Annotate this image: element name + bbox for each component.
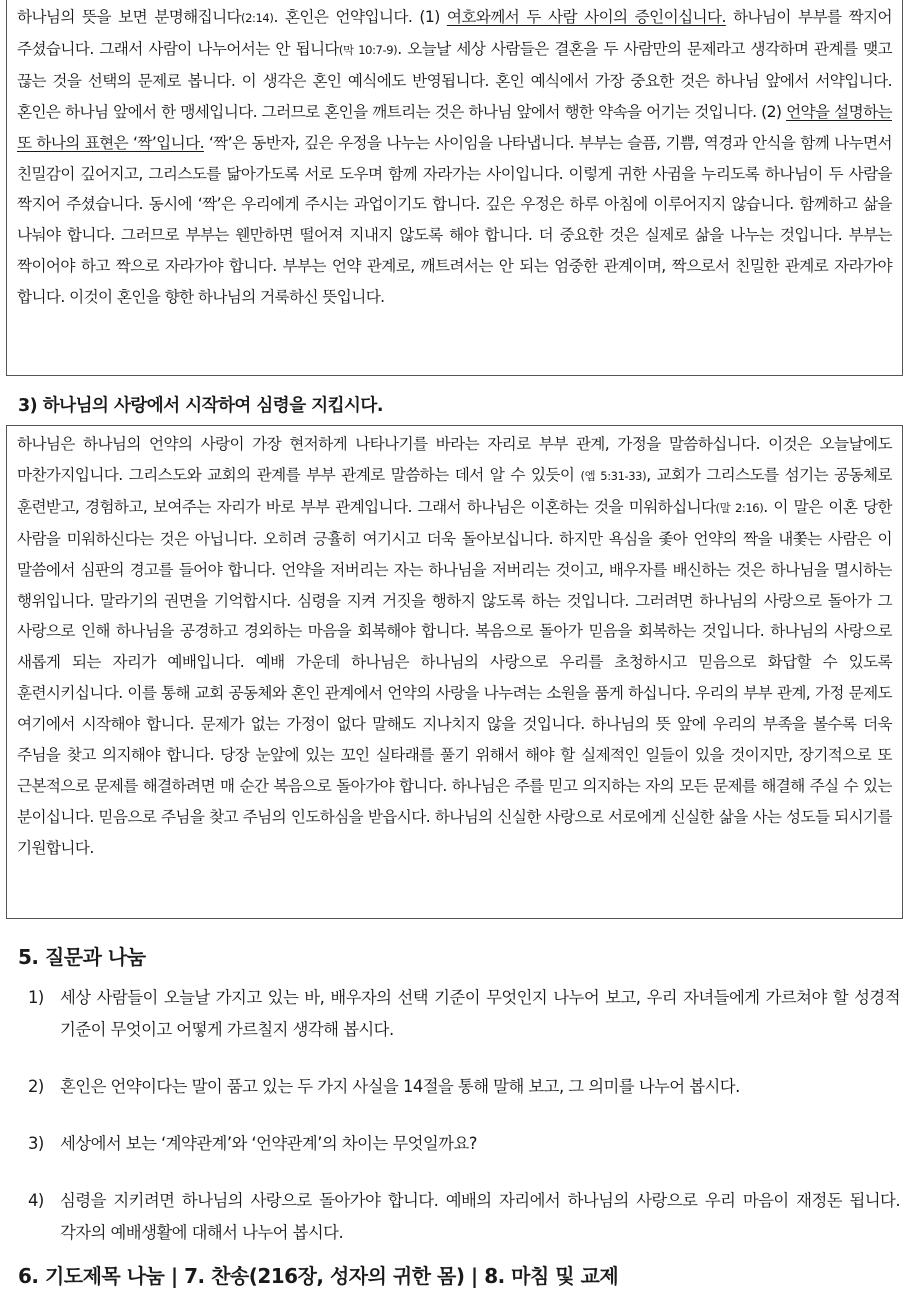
- text-span: . 이 말은 이혼 당한 사람을 미워하신다는 것은 아닙니다. 오히려 긍휼히 여기시고 더욱 돌아보십니다. 하지만 욕심을 좇아 언약의 짝을 내쫓는 사람은 이 말씀에서 심판의 경고를 들어야 합니다. 언약을 저버리는 자는 하나님을 저버리는 것이고, 배우자를 배신하는 것은 하나님을 멸시하는 행위입니다. 말라기의 권면을 기억합시다. 심령을 지켜 거짓을 행하지 않도록 하는 것입니다. 그러려면 하나님의 사랑으로 돌아가 그 사랑으로 인해 하나님을 공경하고 경외하는 마음을 회복해야 합니다. 복음으로 돌아가 믿음을 회복하는 것입니다. 하나님의 사랑으로 새롭게 되는 자리가 예배입니다. 예배 가운데 하나님은 하나님의 사랑으로 우리를 초청하시고 믿음으로 화답할 수 있도록 훈련시키십니다. 이를 통해 교회 공동체와 혼인 관계에서 언약의 사랑을 나누려는 소원을 품게 하십니다. 우리의 부부 관계, 가정 문제도 여기에서 시작해야 합니다. 문제가 없는 가정이 없다 말해도 지나치지 않을 것입니다. 하나님의 뜻 앞에 우리의 부족을 볼수록 더욱 주님을 찾고 의지해야 합니다. 당장 눈앞에 있는 꼬인 실타래를 풀기 위해서 해야 할 실제적인 일들이 있을 것이지만, 장기적으로 또 근본적으로 문제를 해결하려면 매 순간 복음으로 돌아가야 합니다. 하나님은 주를 믿고 의지하는 자의 모든 문제를 해결해 주실 수 있는 분이십니다. 믿음으로 주님을 찾고 주님의 인도하심을 받읍시다. 하나님의 신실한 사랑으로 서로에게 신실한 삶을 사는 성도들 되시기를 기원합니다.: [17, 497, 892, 857]
- text-span: 하나님의 뜻을 보면 분명해집니다: [17, 8, 242, 26]
- question-text: 심령을 지키려면 하나님의 사랑으로 돌아가야 합니다. 예배의 자리에서 하나님의 사랑으로 우리 마음이 재정돈 됩니다. 각자의 예배생활에 대해서 나누어 봅시다.: [60, 1191, 900, 1242]
- text-span: . 혼인은 언약입니다. (1): [273, 8, 447, 26]
- section-heading-questions: 5. 질문과 나눔: [18, 945, 146, 969]
- explanation-box-3: [6, 425, 903, 919]
- question-text: 세상 사람들이 오늘날 가지고 있는 바, 배우자의 선택 기준이 무엇인지 나누어 보고, 우리 자녀들에게 가르쳐야 할 성경적 기준이 무엇이고 어떻게 가르칠지 생각해 봅시다.: [60, 988, 900, 1039]
- section-heading-3: 3) 하나님의 사랑에서 시작하여 심령을 지킵시다.: [18, 396, 383, 416]
- question-text: 혼인은 언약이다는 말이 품고 있는 두 가지 사실을 14절을 통해 말해 보고, 그 의미를 나누어 봅시다.: [60, 1077, 740, 1096]
- explanation-paragraph: [17, 2, 892, 313]
- question-number: 3): [28, 1134, 44, 1153]
- question-item: [28, 1185, 900, 1249]
- scripture-reference: (2:14): [241, 11, 274, 25]
- scripture-reference: (엡 5:31-33): [580, 468, 647, 483]
- question-number: 2): [28, 1077, 44, 1096]
- explanation-box-2: [6, 0, 903, 376]
- text-span: . 오늘날 세상 사람들은 결혼을 두 사람만의 문제라고 생각하며 관계를 맺고 끊는 것을 선택의 문제로 봅니다. 이 생각은 혼인 예식에도 반영됩니다. 혼인 예식에서 가장 중요한 것은 하나님 앞에서 서약입니다. 혼인은 하나님 앞에서 한 맹세입니다. 그러므로 혼인을 깨트리는 것은 하나님 앞에서 행한 약속을 어기는 것입니다. (2): [17, 39, 892, 121]
- scripture-reference: (막 10:7-9): [338, 42, 398, 57]
- question-item: [28, 1128, 900, 1160]
- explanation-paragraph: [17, 429, 892, 864]
- question-item: [28, 1071, 900, 1103]
- question-list: [28, 982, 900, 1249]
- underlined-point: 여호와께서 두 사람 사이의 증인이십니다.: [446, 8, 726, 26]
- question-item: [28, 982, 900, 1046]
- question-number: 4): [28, 1191, 44, 1210]
- underlined-point: 언약을 설명하는 또 하나의 표현은 ‘짝’입니다.: [17, 102, 892, 152]
- scripture-reference: (말 2:16): [715, 500, 764, 515]
- text-span: , 교회가 그리스도를 섬기는 공동체로 훈련받고, 경험하고, 보여주는 자리가 바로 부부 관계입니다. 그래서 하나님은 이혼하는 것을 미워하십니다: [17, 465, 892, 516]
- question-text: 세상에서 보는 ‘계약관계’와 ‘언약관계’의 차이는 무엇일까요?: [60, 1134, 477, 1153]
- question-number: 1): [28, 988, 44, 1007]
- section-heading-closing: 6. 기도제목 나눔 | 7. 찬송(216장, 성자의 귀한 몸) | 8. 마침 및 교제: [18, 1264, 619, 1288]
- text-span: 하나님은 하나님의 언약의 사랑이 가장 현저하게 나타나기를 바라는 자리로 부부 관계, 가정을 말씀하십니다. 이것은 오늘날에도 마찬가지입니다. 그리스도와 교회의 관계를 부부 관계로 말씀하는 데서 알 수 있듯이: [17, 435, 892, 484]
- text-span: 하나님이 부부를 짝지어 주셨습니다. 그래서 사람이 나누어서는 안 됩니다: [17, 8, 892, 58]
- text-span: ‘짝’은 동반자, 깊은 우정을 나누는 사이임을 나타냅니다. 부부는 슬픔, 기쁨, 역경과 안식을 함께 나누면서 친밀감이 깊어지고, 그리스도를 닮아가도록 서로 도우며 함께 자라가는 사이입니다. 이렇게 귀한 사귐을 누리도록 하나님이 두 사람을 짝지어 주셨습니다. 동시에 ‘짝’은 우리에게 주시는 과업이기도 합니다. 깊은 우정은 하루 아침에 이루어지지 않습니다. 함께하고 삶을 나눠야 합니다. 그러므로 부부는 웬만하면 떨어져 지내지 않도록 해야 합니다. 더 중요한 것은 실제로 삶을 나누는 것입니다. 부부는 짝이어야 하고 짝으로 자라가야 합니다. 부부는 언약 관계로, 깨트려서는 안 되는 엄중한 관계이며, 짝으로서 친밀한 관계로 자라가야 합니다. 이것이 혼인을 향한 하나님의 거룩하신 뜻입니다.: [17, 133, 892, 307]
